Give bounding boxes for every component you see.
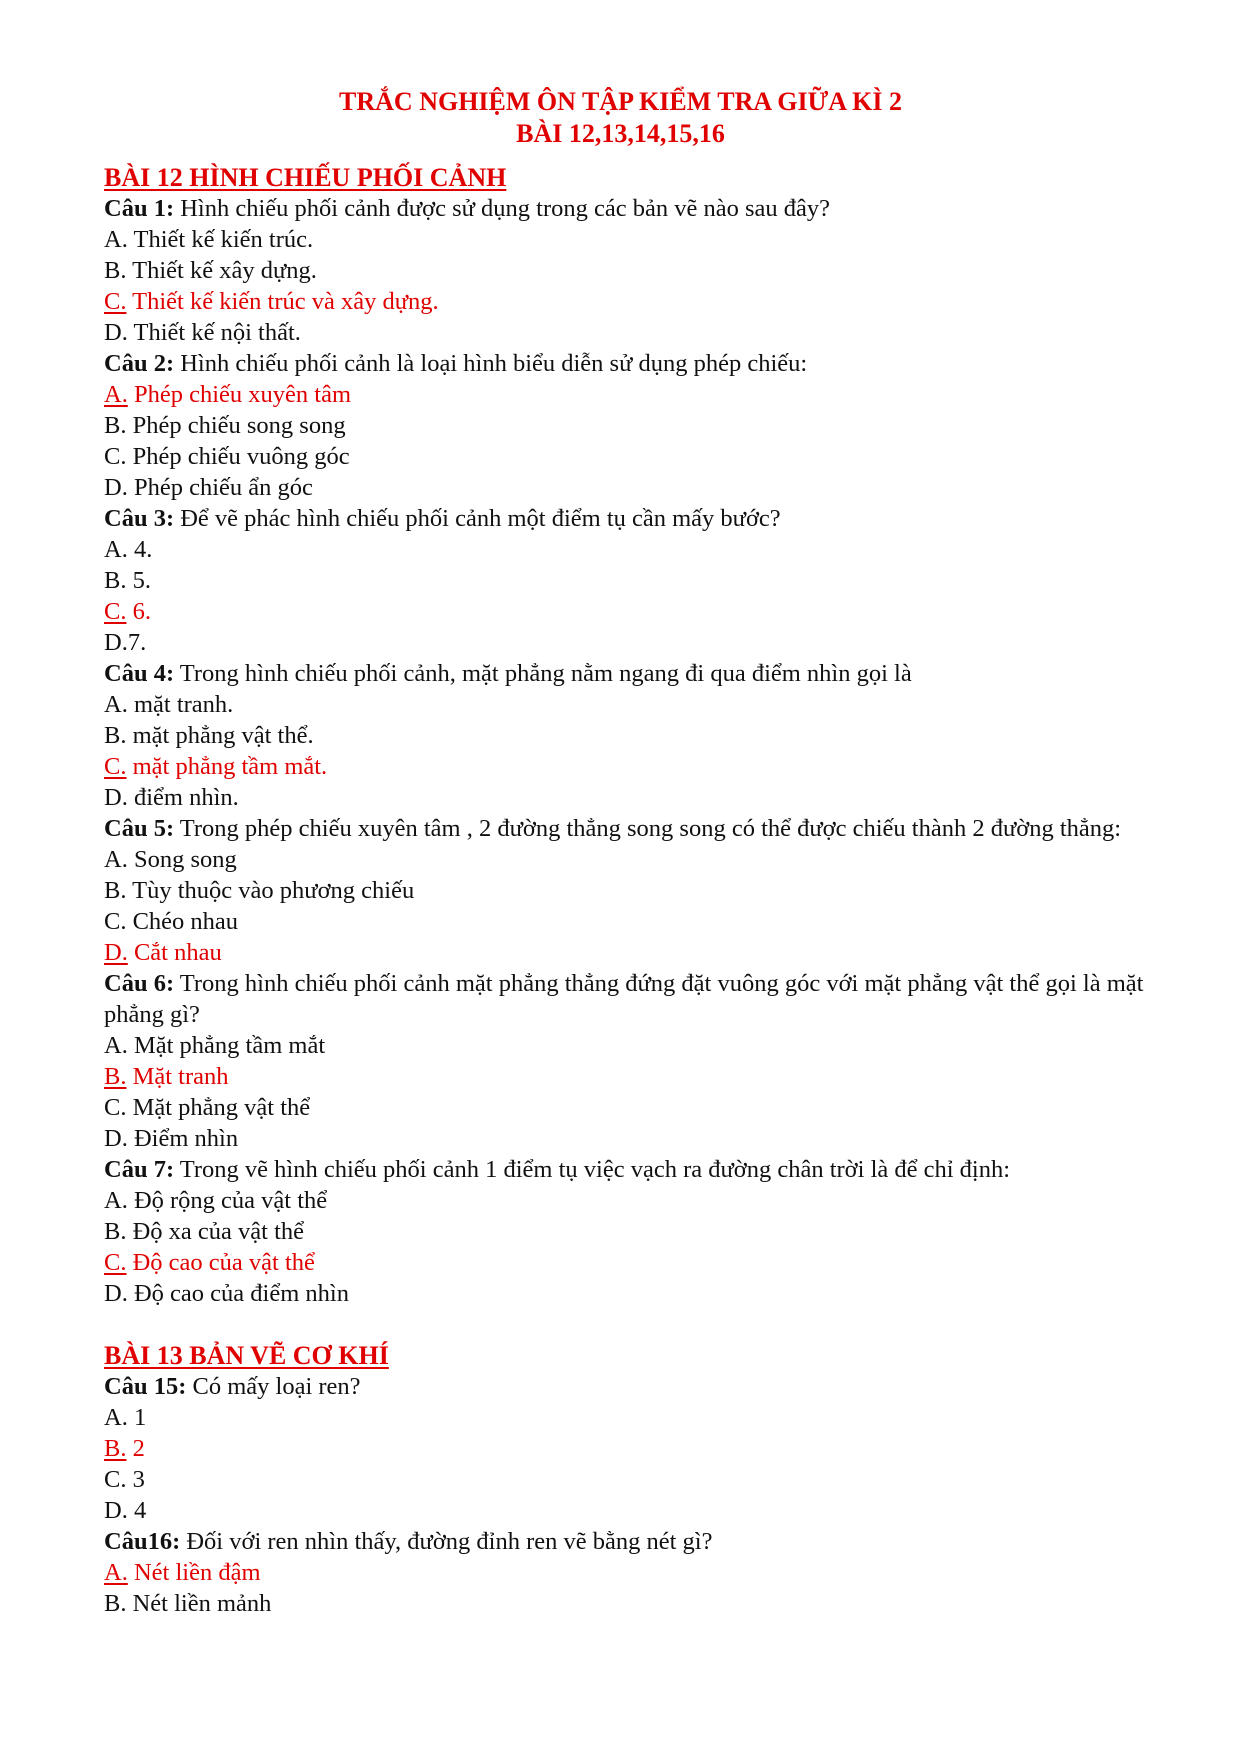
answer-option	[104, 875, 1184, 906]
option-letter: B.	[104, 257, 127, 284]
answer-option-correct	[104, 286, 1184, 317]
answer-option-correct	[104, 937, 1184, 968]
option-letter: A.	[104, 1187, 128, 1214]
question-stem	[104, 1371, 1184, 1402]
section-heading: BÀI 13 BẢN VẼ CƠ KHÍ	[104, 1341, 389, 1370]
option-text: Phép chiếu xuyên tâm	[127, 381, 351, 408]
title-line-2: BÀI 12,13,14,15,16	[516, 119, 725, 148]
answer-option	[104, 224, 1184, 255]
option-letter: D.	[104, 784, 128, 811]
question-text: Trong hình chiếu phối cảnh, mặt phẳng nằm ngang đi qua điểm nhìn gọi là	[174, 660, 912, 687]
answer-option	[104, 317, 1184, 348]
question-text: Có mấy loại ren?	[186, 1373, 361, 1400]
question-stem	[104, 1526, 1184, 1557]
option-text: Mặt phẳng vật thể	[126, 1094, 311, 1121]
answer-option	[104, 1030, 1184, 1061]
question-text: Để vẽ phác hình chiếu phối cảnh một điểm tụ cần mấy bước?	[174, 505, 781, 532]
answer-option	[104, 1495, 1184, 1526]
option-letter: D.	[104, 319, 128, 346]
option-text: mặt tranh.	[127, 691, 234, 718]
option-text: 4.	[127, 536, 153, 563]
answer-option-correct	[104, 1061, 1184, 1092]
answer-option	[104, 441, 1184, 472]
question-number: Câu 4:	[104, 660, 175, 687]
answer-option	[104, 410, 1184, 441]
answer-option	[104, 1216, 1184, 1247]
answer-option	[104, 1464, 1184, 1495]
question-number: Câu 1:	[104, 195, 175, 222]
option-text: Mặt tranh	[126, 1063, 229, 1090]
option-text: Phép chiếu vuông góc	[126, 443, 350, 470]
question-number: Câu 2:	[104, 350, 175, 377]
option-letter: C.	[104, 598, 127, 625]
answer-option	[104, 565, 1184, 596]
option-text: 2	[126, 1435, 145, 1462]
option-letter: D.	[104, 1280, 128, 1307]
answer-option-correct	[104, 1247, 1184, 1278]
option-letter: C.	[104, 288, 127, 315]
option-text: mặt phẳng vật thể.	[126, 722, 314, 749]
question-content	[104, 162, 1184, 1619]
answer-option-correct	[104, 596, 1184, 627]
question-number: Câu 7:	[104, 1156, 175, 1183]
title-line-1: TRẮC NGHIỆM ÔN TẬP KIỂM TRA GIỮA KÌ 2	[339, 87, 902, 116]
option-letter: C.	[104, 443, 127, 470]
option-letter: B.	[104, 1590, 127, 1617]
option-text: Song song	[127, 846, 237, 873]
option-letter: D.	[104, 474, 128, 501]
answer-option	[104, 627, 1184, 658]
answer-option	[104, 1185, 1184, 1216]
question-stem	[104, 348, 1184, 379]
option-text: Thiết kế xây dựng.	[126, 257, 317, 284]
answer-option	[104, 689, 1184, 720]
option-text: Độ cao của vật thể	[126, 1249, 315, 1276]
option-text: Thiết kế kiến trúc và xây dựng.	[126, 288, 439, 315]
answer-option	[104, 1092, 1184, 1123]
option-text: Tùy thuộc vào phương chiếu	[126, 877, 415, 904]
option-letter: B.	[104, 1435, 127, 1462]
answer-option-correct	[104, 379, 1184, 410]
answer-option	[104, 782, 1184, 813]
option-letter: D.	[104, 629, 128, 656]
option-text: Phép chiếu ẩn góc	[127, 474, 313, 501]
option-text: Nét liền mảnh	[126, 1590, 272, 1617]
option-text: 4	[127, 1497, 147, 1524]
answer-option-correct	[104, 1557, 1184, 1588]
section-heading: BÀI 12 HÌNH CHIẾU PHỐI CẢNH	[104, 163, 507, 192]
option-letter: A.	[104, 691, 128, 718]
option-letter: C.	[104, 1466, 127, 1493]
option-text: điểm nhìn.	[127, 784, 239, 811]
question-stem	[104, 658, 1184, 689]
question-text: Hình chiếu phối cảnh được sử dụng trong các bản vẽ nào sau đây?	[174, 195, 831, 222]
option-letter: C.	[104, 1249, 127, 1276]
option-letter: B.	[104, 412, 127, 439]
option-text: 5.	[126, 567, 151, 594]
question-number: Câu 6:	[104, 970, 175, 997]
answer-option	[104, 255, 1184, 286]
section-spacer	[104, 1309, 1184, 1340]
answer-option	[104, 534, 1184, 565]
option-letter: D.	[104, 939, 128, 966]
option-letter: B.	[104, 722, 127, 749]
option-letter: C.	[104, 908, 127, 935]
option-text: Điểm nhìn	[127, 1125, 239, 1152]
question-stem	[104, 968, 1184, 1030]
option-text: Cắt nhau	[127, 939, 222, 966]
option-letter: A.	[104, 381, 128, 408]
question-text: Trong vẽ hình chiếu phối cảnh 1 điểm tụ việc vạch ra đường chân trời là để chỉ định:	[174, 1156, 1011, 1183]
option-text: mặt phẳng tầm mắt.	[126, 753, 328, 780]
option-letter: B.	[104, 1063, 127, 1090]
option-text: 6.	[126, 598, 151, 625]
answer-option	[104, 1123, 1184, 1154]
question-text: Đối với ren nhìn thấy, đường đỉnh ren vẽ bằng nét gì?	[180, 1528, 713, 1555]
option-letter: B.	[104, 567, 127, 594]
option-text: 1	[127, 1404, 147, 1431]
option-text: Mặt phẳng tầm mắt	[127, 1032, 326, 1059]
option-letter: A.	[104, 536, 128, 563]
option-letter: B.	[104, 877, 127, 904]
question-number: Câu 15:	[104, 1373, 187, 1400]
answer-option	[104, 720, 1184, 751]
option-letter: A.	[104, 846, 128, 873]
option-text: Độ cao của điểm nhìn	[127, 1280, 349, 1307]
option-text: Chéo nhau	[126, 908, 239, 935]
option-letter: A.	[104, 1559, 128, 1586]
answer-option-correct	[104, 1433, 1184, 1464]
question-number: Câu16:	[104, 1528, 181, 1555]
option-text: Độ xa của vật thể	[126, 1218, 305, 1245]
option-letter: B.	[104, 1218, 127, 1245]
option-letter: C.	[104, 1094, 127, 1121]
answer-option	[104, 1402, 1184, 1433]
question-text: Trong hình chiếu phối cảnh mặt phẳng thẳng đứng đặt vuông góc với mặt phẳng vật thể gọi là mặt phẳng gì?	[104, 970, 1150, 1028]
option-text: 7.	[127, 629, 147, 656]
option-letter: A.	[104, 226, 128, 253]
answer-option	[104, 1278, 1184, 1309]
option-text: Phép chiếu song song	[126, 412, 346, 439]
option-text: Nét liền đậm	[127, 1559, 261, 1586]
question-stem	[104, 503, 1184, 534]
answer-option	[104, 472, 1184, 503]
question-number: Câu 3:	[104, 505, 175, 532]
option-text: 3	[126, 1466, 145, 1493]
answer-option-correct	[104, 751, 1184, 782]
question-stem	[104, 193, 1184, 224]
option-text: Thiết kế kiến trúc.	[127, 226, 314, 253]
question-number: Câu 5:	[104, 815, 175, 842]
question-stem	[104, 813, 1184, 844]
option-text: Thiết kế nội thất.	[127, 319, 301, 346]
answer-option	[104, 1588, 1184, 1619]
option-letter: C.	[104, 753, 127, 780]
option-letter: A.	[104, 1404, 128, 1431]
document-title	[0, 86, 1241, 150]
question-text: Trong phép chiếu xuyên tâm , 2 đường thẳng song song có thể được chiếu thành 2 đường thẳng:	[174, 815, 1122, 842]
question-stem	[104, 1154, 1184, 1185]
option-text: Độ rộng của vật thể	[127, 1187, 328, 1214]
question-text: Hình chiếu phối cảnh là loại hình biểu diễn sử dụng phép chiếu:	[174, 350, 808, 377]
answer-option	[104, 906, 1184, 937]
answer-option	[104, 844, 1184, 875]
option-letter: A.	[104, 1032, 128, 1059]
option-letter: D.	[104, 1497, 128, 1524]
option-letter: D.	[104, 1125, 128, 1152]
